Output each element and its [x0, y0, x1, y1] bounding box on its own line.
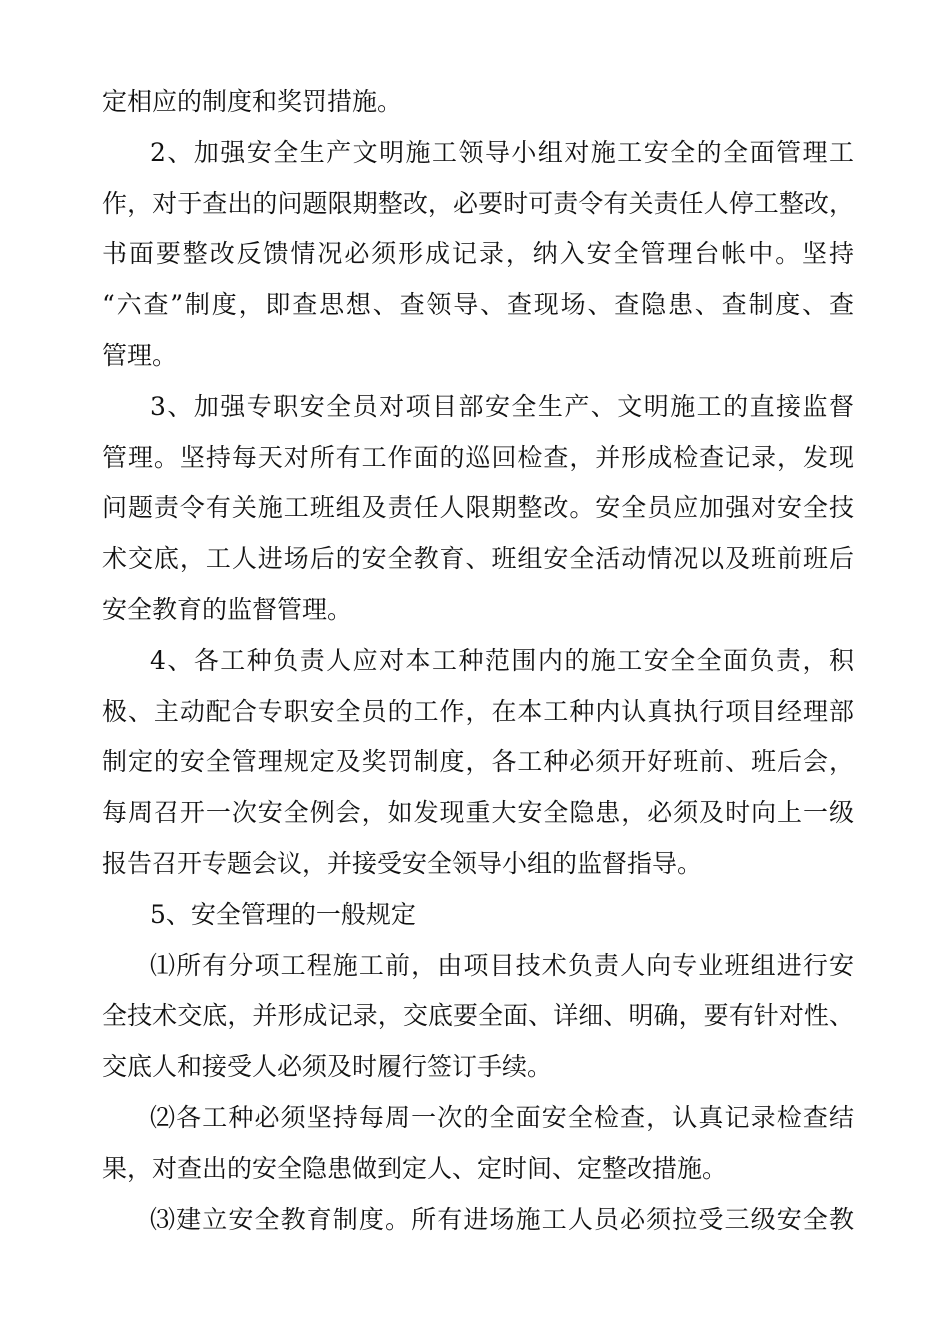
text-line: 作，对于查出的问题限期整改，必要时可责令有关责任人停工整改， — [102, 188, 854, 218]
text-line: ⑵各工种必须坚持每周一次的全面安全检查，认真记录检查结 — [150, 1102, 854, 1132]
text-line: 管理。坚持每天对所有工作面的巡回检查，并形成检查记录，发现 — [102, 442, 854, 472]
text-line: ⑶建立安全教育制度。所有进场施工人员必须拉受三级安全教 — [150, 1204, 854, 1234]
text-line: 每周召开一次安全例会，如发现重大安全隐患，必须及时向上一级 — [102, 798, 854, 828]
text-line: 报告召开专题会议，并接受安全领导小组的监督指导。 — [102, 848, 703, 878]
text-line: 极、主动配合专职安全员的工作，在本工种内认真执行项目经理部 — [102, 696, 854, 726]
text-line: 制定的安全管理规定及奖罚制度，各工种必须开好班前、班后会， — [102, 747, 854, 777]
text-line: 问题责令有关施工班组及责任人限期整改。安全员应加强对安全技 — [102, 493, 854, 523]
text-line: 术交底，工人进场后的安全教育、班组安全活动情况以及班前班后 — [102, 544, 854, 574]
text-line: 书面要整改反馈情况必须形成记录，纳入安全管理台帐中。坚持 — [102, 239, 854, 269]
text-line: “六查”制度，即查思想、查领导、查现场、查隐患、查制度、查 — [102, 290, 854, 320]
text-line: 3、加强专职安全员对项目部安全生产、文明施工的直接监督 — [150, 391, 854, 421]
text-line: 果，对查出的安全隐患做到定人、定时间、定整改措施。 — [102, 1153, 728, 1183]
text-line: 交底人和接受人必须及时履行签订手续。 — [102, 1052, 553, 1082]
text-line: 4、各工种负责人应对本工种范围内的施工安全全面负责，积 — [150, 645, 854, 675]
document-body — [102, 77, 854, 1245]
text-line: 管理。 — [102, 340, 178, 370]
text-line: 2、加强安全生产文明施工领导小组对施工安全的全面管理工 — [150, 137, 854, 167]
text-line: ⑴所有分项工程施工前，由项目技术负责人向专业班组进行安 — [150, 950, 854, 980]
text-line: 全技术交底，并形成记录，交底要全面、详细、明确，要有针对性、 — [102, 1001, 854, 1031]
text-line: 安全教育的监督管理。 — [102, 594, 353, 624]
text-line: 定相应的制度和奖罚措施。 — [102, 87, 403, 116]
text-line: 5、安全管理的一般规定 — [150, 899, 416, 929]
